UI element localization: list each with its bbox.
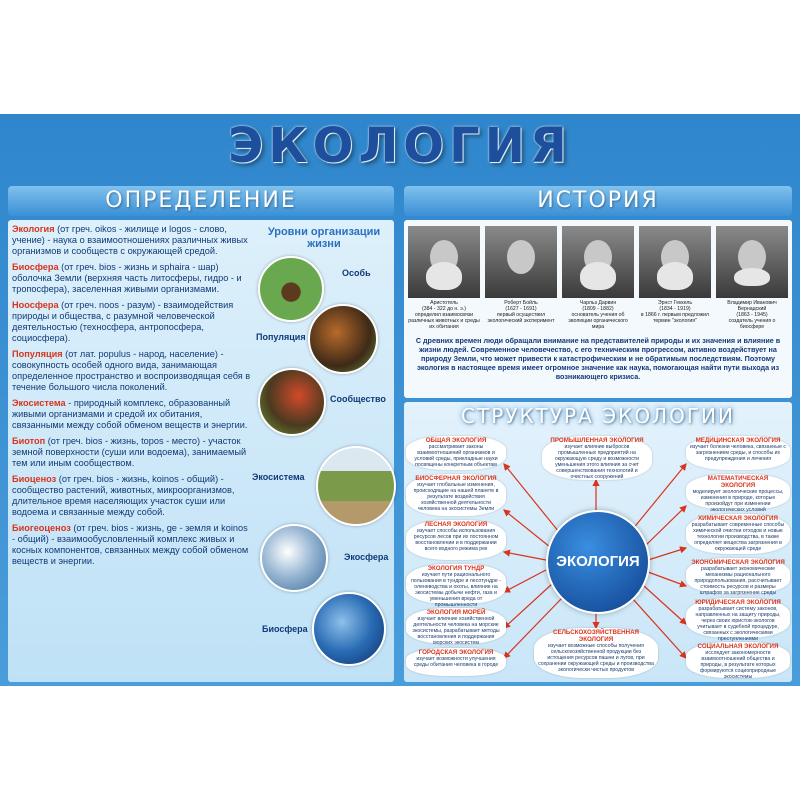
definition-term: Биосфера <box>12 262 59 272</box>
definition-text: (от греч. oikos - жилище и logos - слово, учение) - наука о взаимоотношениях различных живых организмов и сообществ с окружающей средой. <box>12 224 248 256</box>
scientist-caption: Чарльз Дарвин (1809 - 1882) основатель учения об эволюции органического мира <box>568 300 628 330</box>
branch-legal: ЮРИДИЧЕСКАЯ ЭКОЛОГИЯ разрабатывает систему законов, направленных на защиту природы, через своих юристов-экологов учитывает в судебной процедуре, связанных с экологическими преступлениями <box>686 598 790 638</box>
arrow <box>504 510 550 547</box>
definition-term: Биоценоз <box>12 474 57 484</box>
arrow <box>644 506 686 547</box>
structure-title: СТРУКТУРА ЭКОЛОГИИ <box>461 404 735 428</box>
branch-mathematical: МАТЕМАТИЧЕСКАЯ ЭКОЛОГИЯ моделирует экологические процессы, изменения в природе, которые произойдут при изменении экологических условий <box>686 474 790 510</box>
history-panel <box>404 220 792 398</box>
branch-economic: ЭКОНОМИЧЕСКАЯ ЭКОЛОГИЯ разрабатывает экономические механизмы рационального природопользования, рассчитывает стоимость ресурсов и размеры штрафов за загрязнение среды <box>686 558 790 594</box>
branch-seas: ЭКОЛОГИЯ МОРЕЙ изучает влияние хозяйственной деятельности человека на морские экосистемы, разрабатывает методы восстановления и поддержания морских экосистем <box>406 608 506 644</box>
definition-text: - природный комплекс, образованный живыми организмами и средой их обитания, связанными между собой обменом веществ и энергии. <box>12 398 248 430</box>
branch-general: ОБЩАЯ ЭКОЛОГИЯ рассматривает законы взаимоотношений организмов и условий среды, прикладные науки посвящены конкретным объектам <box>406 436 506 470</box>
definition-item <box>12 224 252 257</box>
community-image <box>258 368 326 436</box>
history-header: ИСТОРИЯ <box>404 186 792 216</box>
scientist-caption: Владимир Иванович Вернадский (1863 - 1945) создатель учения о биосфере <box>727 300 777 330</box>
scientist-caption: Аристотель (384 - 322 до н. э.) определил взаимосвязи различных животных и среды их обитания <box>408 300 480 330</box>
portrait-image <box>716 226 788 298</box>
definition-panel <box>8 220 394 682</box>
population-image <box>308 304 378 374</box>
biosphere-earth-image <box>312 592 386 666</box>
scientist-caption: Роберт Бойль (1627 - 1691) первый осуществил экологический эксперимент <box>487 300 555 324</box>
portrait-image <box>639 226 711 298</box>
scientists-row <box>408 226 788 330</box>
arrow <box>648 572 686 586</box>
definition-term: Экосистема <box>12 398 66 408</box>
ecosphere-clouds-image <box>260 524 328 592</box>
branch-medical: МЕДИЦИНСКАЯ ЭКОЛОГИЯ изучает болезни человека, связанные с загрязнением среды, и способы их предупреждения и лечения <box>686 436 790 470</box>
definitions-list <box>12 224 252 572</box>
definition-item <box>12 398 252 431</box>
branch-biosphere: БИОСФЕРНАЯ ЭКОЛОГИЯ изучает глобальные изменения, происходящие на нашей планете в результате воздействия хозяйственной деятельности человека на экосистемы Земли <box>406 474 506 516</box>
level-label-biosphere: Биосфера <box>262 624 308 634</box>
level-label-ecosystem: Экосистема <box>252 472 305 482</box>
ecology-hub: ЭКОЛОГИЯ <box>546 510 650 614</box>
ecosystem-forest-image <box>316 446 396 526</box>
portrait-image <box>408 226 480 298</box>
arrow <box>504 584 552 628</box>
level-label-community: Сообщество <box>330 394 386 404</box>
definition-text: (от греч. bios - жизнь, koinos - общий) - сообщество растений, животных, микроорганизмов, длительное время населяющих участок суши или водоема и связанные между собой. <box>12 474 235 517</box>
scientist-card <box>562 226 634 330</box>
branch-tundra: ЭКОЛОГИЯ ТУНДР изучает пути рационального пользования в тундре и лесотундре - оленеводства и охоты, влияние на экосистемы добычи нефти, газа и уменьшения вреда от промышленности <box>406 564 506 604</box>
branch-agricultural: СЕЛЬСКОХОЗЯЙСТВЕННАЯ ЭКОЛОГИЯ изучает возможные способы получения сельскохозяйственной продукции без истощения ресурсов пашни и лугов, при сохранении окружающей среды и производства экологически чистых продуктов <box>534 628 658 678</box>
definition-text: (от греч. bios - жизнь, ge - земля и koinos - общий) - взаимообусловленный комплекс живых и косных компонентов, связанных между собой обменом веществ и энергии. <box>12 523 249 566</box>
definition-term: Популяция <box>12 349 63 359</box>
definition-item <box>12 349 252 393</box>
branch-industrial: ПРОМЫШЛЕННАЯ ЭКОЛОГИЯ изучает влияние выбросов промышленных предприятий на окружающую среду и возможности уменьшения этого влияния за счет совершенствования технологий и очистных сооружений <box>542 436 652 480</box>
portrait-image <box>485 226 557 298</box>
branch-social: СОЦИАЛЬНАЯ ЭКОЛОГИЯ исследует закономерности взаимоотношений общества и природы, в результате которых формируются социоприродные экосистемы <box>686 642 790 678</box>
definition-item <box>12 436 252 469</box>
scientist-card <box>408 226 480 330</box>
individual-beetle-image <box>258 256 324 322</box>
definition-header: ОПРЕДЕЛЕНИЕ <box>8 186 394 216</box>
definition-text: (от лат. populus - народ, население) - совокупность особей одного вида, занимающая определенное пространство и воспроизводящая себя в течение большого числа поколений. <box>12 349 251 392</box>
definition-text: (от греч. noos - разум) - взаимодействия природы и общества, с разумной человеческой деятельностью (техносфера, антропосфера, социосфера). <box>12 300 234 343</box>
scientist-card <box>639 226 711 326</box>
level-label-ecosphere: Экосфера <box>344 552 389 562</box>
arrow <box>504 570 546 592</box>
scientist-caption: Эрнст Геккель (1834 - 1919) в 1866 г. первым предложил термин "экология" <box>640 300 710 324</box>
definition-text: (от греч. bios - жизнь и sphaira - шар) оболочка Земли (верхняя часть литосферы, гидро - и тропосфера), заселенная живыми организмами. <box>12 262 242 294</box>
definition-text: (от греч. bios - жизнь, topos - место) - участок земной поверхности (суши или водоема), занимаемый тем или иным сообществом. <box>12 436 247 468</box>
scientist-card <box>716 226 788 330</box>
definition-term: Ноосфера <box>12 300 59 310</box>
branch-urban: ГОРОДСКАЯ ЭКОЛОГИЯ изучает возможности улучшения среды обитания человека в городе <box>406 648 506 676</box>
structure-panel <box>404 402 792 682</box>
branch-forest: ЛЕСНАЯ ЭКОЛОГИЯ изучает способы использования ресурсов лесов при их постоянном восстановлении и в поддержании всего водного режима рек <box>406 520 506 560</box>
definition-item <box>12 474 252 518</box>
arrow <box>504 552 546 560</box>
levels-title: Уровни организации жизни <box>267 226 381 250</box>
arrow <box>648 548 686 560</box>
definition-item <box>12 262 252 295</box>
definition-item <box>12 523 252 567</box>
history-text: С древних времен люди обращали внимание на представителей природы и их значения и влияние в жизни людей. Современное человечество, с его техническим прогрессом, активно воздействует на природу Земли, что может привести к катастрофическим и не обратимым последствиям. Поэтому экология в настоящее время имеет огромное значение как наука, помогающая найти пути выхода из возникающего кризиса. <box>415 336 781 381</box>
definition-term: Биотоп <box>12 436 46 446</box>
level-label-population: Популяция <box>256 332 306 342</box>
branch-chemical: ХИМИЧЕСКАЯ ЭКОЛОГИЯ разрабатывает современные способы химической очистки отходов и новые технологии производства, в также определяет вещества загрязнения в окружающей среде <box>686 514 790 554</box>
poster-title: ЭКОЛОГИЯ <box>228 118 572 174</box>
definition-term: Биогеоценоз <box>12 523 71 533</box>
portrait-image <box>562 226 634 298</box>
definition-term: Экология <box>12 224 55 234</box>
definition-item <box>12 300 252 344</box>
scientist-card <box>485 226 557 326</box>
level-label-individual: Особь <box>342 268 371 278</box>
ecology-poster <box>0 114 800 686</box>
